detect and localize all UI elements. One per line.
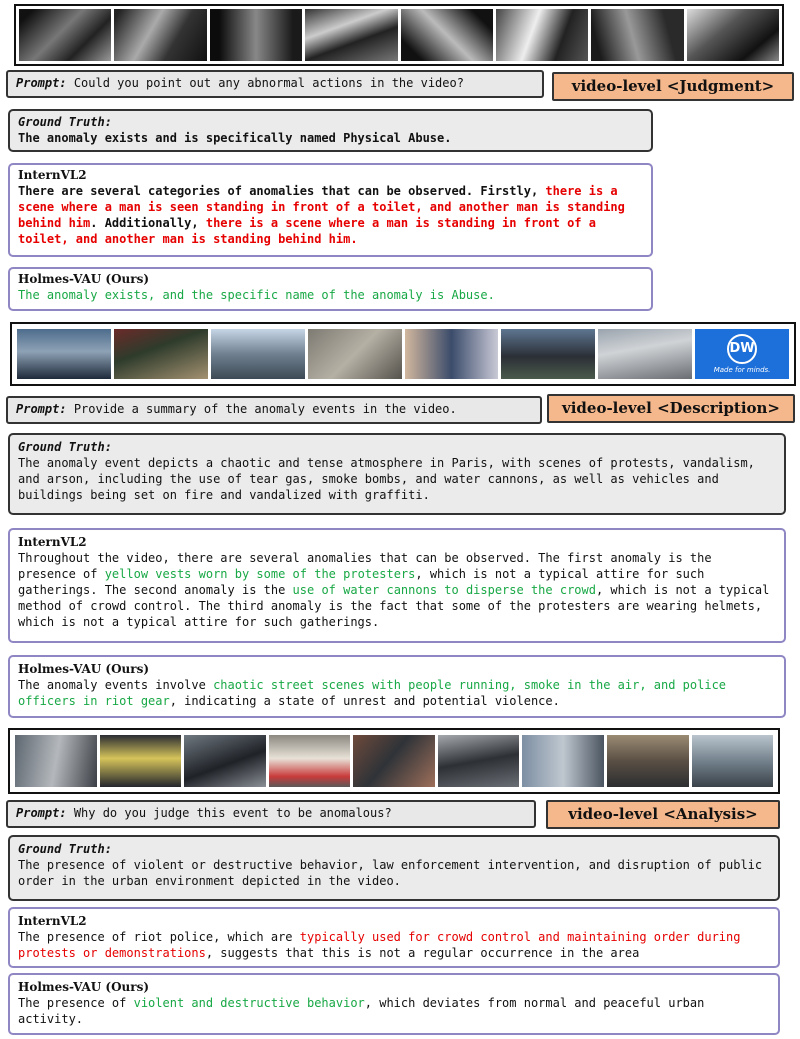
- video-frame: [438, 735, 520, 787]
- video-frame: [687, 9, 779, 61]
- ground-truth-text: The anomaly event depicts a chaotic and tense atmosphere in Paris, with scenes of protests, vandalism, and arson, including the use of tear gas, smoke bombs, and water cannons, as well as vehicles and buildings being set on fire and vandalized with graffiti.: [18, 456, 755, 502]
- video-frame: [19, 9, 111, 61]
- video-frame: [405, 329, 499, 379]
- video-frame: [607, 735, 689, 787]
- video-frame: [501, 329, 595, 379]
- ground-truth-text: The presence of violent or destructive behavior, law enforcement intervention, and disruption of public order in the urban environment depicted in the video.: [18, 858, 763, 888]
- video-frame: [305, 9, 397, 61]
- video-frame: [15, 735, 97, 787]
- ground-truth-label: Ground Truth:: [18, 440, 112, 454]
- prompt-text: Provide a summary of the anomaly events in the video.: [73, 402, 457, 416]
- video-frame: [114, 9, 206, 61]
- video-frame: [692, 735, 774, 787]
- prompt-box: [6, 800, 536, 828]
- answer-text: The presence of: [18, 996, 134, 1010]
- model-name: Holmes-VAU (Ours): [18, 980, 150, 994]
- video-frame: [211, 329, 305, 379]
- video-frame: [401, 9, 493, 61]
- internvl2-answer-box: [8, 528, 786, 643]
- answer-text: The anomaly events involve: [18, 678, 214, 692]
- video-frames-strip-3: [8, 728, 780, 794]
- ground-truth-label: Ground Truth:: [18, 115, 112, 129]
- answer-text: Throughout the video, there are several anomalies that can be observed. The first anomaly is the presence of: [18, 551, 712, 581]
- ground-truth-text: The anomaly exists and is specifically named Physical Abuse.: [18, 131, 452, 145]
- prompt-label: Prompt:: [16, 402, 67, 416]
- dw-logo: DW: [727, 334, 757, 364]
- answer-text: , which is not a typical attire for such gatherings. The second anomaly is the: [18, 567, 705, 597]
- dw-tagline: Made for minds.: [713, 366, 771, 374]
- prompt-box: [6, 396, 542, 424]
- video-frame: [184, 735, 266, 787]
- holmes-vau-answer-box: [8, 973, 780, 1035]
- internvl2-answer-box: [8, 163, 653, 257]
- answer-text: , suggests that this is not a regular occurrence in the area: [205, 946, 640, 960]
- video-frame: [269, 735, 351, 787]
- model-name: InternVL2: [18, 168, 87, 182]
- video-frames-strip-2: [10, 322, 796, 386]
- video-frame: [353, 735, 435, 787]
- model-name: InternVL2: [18, 535, 87, 549]
- answer-text: The presence of riot police, which are: [18, 930, 300, 944]
- holmes-vau-answer-box: [8, 267, 653, 311]
- ground-truth-box: [8, 835, 780, 901]
- video-frames-strip-1: [14, 4, 784, 66]
- prompt-label: Prompt:: [16, 76, 67, 90]
- video-frame: [114, 329, 208, 379]
- answer-text: , indicating a state of unrest and potential violence.: [169, 694, 560, 708]
- model-name: Holmes-VAU (Ours): [18, 662, 150, 676]
- task-tag-judgment: video-level <Judgment>: [552, 72, 794, 101]
- correct-text: violent and destructive behavior: [133, 996, 365, 1010]
- hallucinated-text: there is a scene where a man is seen standing in front of a toilet, and another man is standing behind him: [18, 184, 625, 230]
- model-name: InternVL2: [18, 914, 87, 928]
- video-frame: [308, 329, 402, 379]
- ground-truth-label: Ground Truth:: [18, 842, 112, 856]
- holmes-vau-answer-box: [8, 655, 786, 718]
- answer-text: , which deviates from normal and peaceful urban activity.: [18, 996, 705, 1026]
- model-name: Holmes-VAU (Ours): [18, 272, 150, 286]
- answer-text: There are several categories of anomalies that can be observed. Firstly,: [18, 184, 546, 198]
- answer-text: . Additionally,: [90, 216, 206, 230]
- correct-text: yellow vests worn by some of the protesters: [104, 567, 416, 581]
- ground-truth-box: [8, 109, 653, 152]
- video-frame: [210, 9, 302, 61]
- prompt-label: Prompt:: [16, 806, 67, 820]
- dw-logo-frame: [695, 329, 789, 379]
- task-tag-analysis: video-level <Analysis>: [546, 800, 780, 829]
- prompt-text: Why do you judge this event to be anomalous?: [73, 806, 392, 820]
- ground-truth-box: [8, 433, 786, 515]
- video-frame: [598, 329, 692, 379]
- video-frame: [17, 329, 111, 379]
- hallucinated-text: there is a scene where a man is standing in front of a toilet, and another man is standing behind him.: [18, 216, 596, 246]
- video-frame: [522, 735, 604, 787]
- hallucinated-text: typically used for crowd control and maintaining order during protests or demonstrations: [18, 930, 741, 960]
- prompt-text: Could you point out any abnormal actions in the video?: [73, 76, 464, 90]
- internvl2-answer-box: [8, 907, 780, 968]
- correct-text: use of water cannons to disperse the crowd: [292, 583, 596, 597]
- prompt-box: [6, 70, 544, 98]
- task-tag-description: video-level <Description>: [547, 394, 795, 423]
- correct-text: chaotic street scenes with people running, smoke in the air, and police officers in riot gear: [18, 678, 727, 708]
- correct-text: The anomaly exists, and the specific name of the anomaly is Abuse.: [18, 288, 495, 302]
- video-frame: [100, 735, 182, 787]
- answer-text: , which is not a typical method of crowd control. The third anomaly is the fact that some of the protesters are wearing helmets, which is not a typical attire for such gatherings.: [18, 583, 770, 629]
- video-frame: [496, 9, 588, 61]
- video-frame: [591, 9, 683, 61]
